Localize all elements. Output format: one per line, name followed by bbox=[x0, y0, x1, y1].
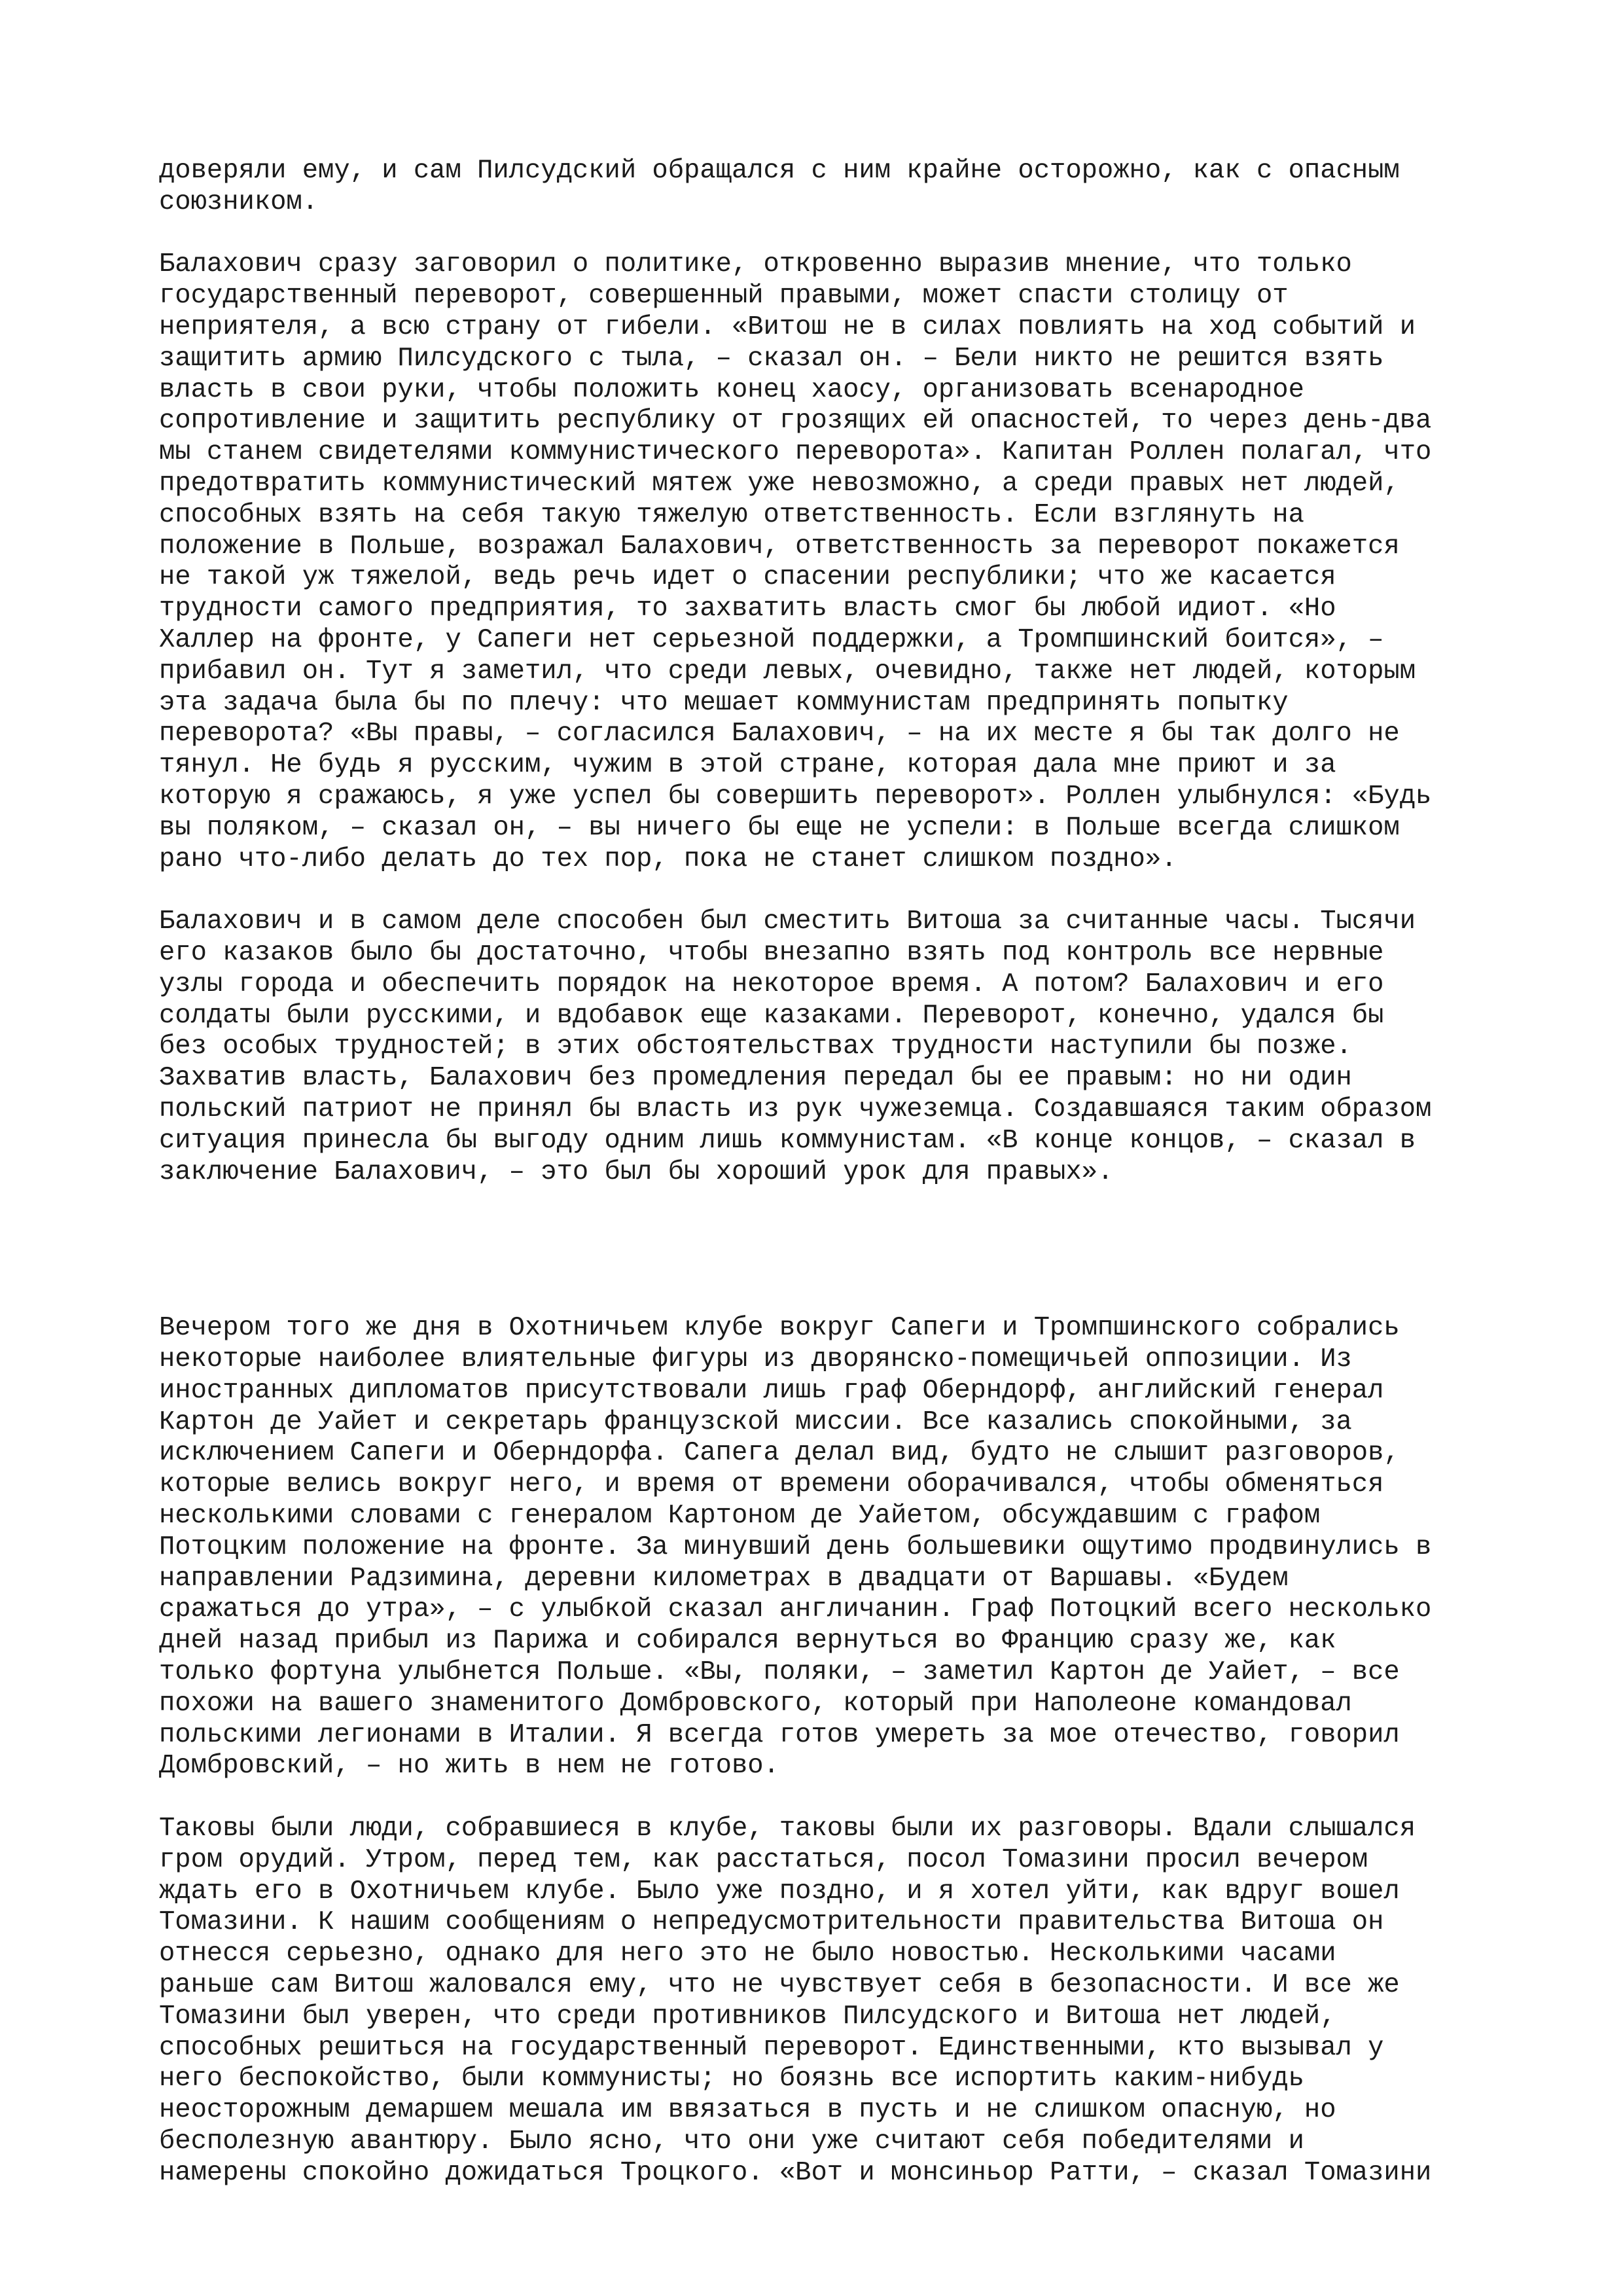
paragraph-2: Балахович сразу заговорил о политике, откровенно выразив мнение, что только государственный переворот, совершенный правыми, может спасти столицу от неприятеля, а всю страну от гибели. «Витош не в силах повлиять на ход событий и защитить армию Пилсудского с тыла, – сказал он. – Бели никто не решится взять власть в свои руки, чтобы положить конец хаосу, организовать всенародное сопротивление и защитить республику от грозящих ей опасностей, то через день-два мы станем свидетелями коммунистического переворота». Капитан Роллен полагал, что предотвратить коммунистический мятеж уже невозможно, а среди правых нет людей, способных взять на себя такую тяжелую ответственность. Если взглянуть на положение в Польше, возражал Балахович, ответственность за переворот покажется не такой уж тяжелой, ведь речь идет о спасении республики; что же касается трудности самого предприятия, то захватить власть смог бы любой идиот. «Но Халлер на фронте, у Сапеги нет серьезной поддержки, а Тромпшинский боится», – прибавил он. Тут я заметил, что среди левых, очевидно, также нет людей, которым эта задача была бы по плечу: что мешает коммунистам предпринять попытку переворота? «Вы правы, – согласился Балахович, – на их месте я бы так долго не тянул. Не будь я русским, чужим в этой стране, которая дала мне приют и за которую я сражаюсь, я уже успел бы совершить переворот». Роллен улыбнулся: «Будь вы поляком, – сказал он, – вы ничего бы еще не успели: в Польше всегда слишком рано что-либо делать до тех пор, пока не станет слишком поздно». bbox=[159, 249, 1432, 874]
paragraph-5: Таковы были люди, собравшиеся в клубе, таковы были их разговоры. Вдали слышался гром орудий. Утром, перед тем, как расстаться, посол Томазини просил вечером ждать его в Охотничьем клубе. Было уже поздно, и я хотел уйти, как вдруг вошел Томазини. К нашим сообщениям о непредусмотрительности правительства Витоша он отнесся серьезно, однако для него это не было новостью. Несколькими часами раньше сам Витош жаловался ему, что не чувствует себя в безопасности. И все же Томазини был уверен, что среди противников Пилсудского и Витоша нет людей, способных решиться на государственный переворот. Единственными, кто вызывал у него беспокойство, были коммунисты; но боязнь все испортить каким-нибудь неосторожным демаршем мешала им ввязаться в пусть и не слишком опасную, но бесполезную авантюру. Было ясно, что они уже считают себя победителями и намерены спокойно дожидаться Троцкого. «Вот и монсиньор Ратти, – сказал Томазини bbox=[159, 1814, 1432, 2188]
paragraph-4: Вечером того же дня в Охотничьем клубе вокруг Сапеги и Тромпшинского собрались некоторые наиболее влиятельные фигуры из дворянско-помещичьей оппозиции. Из иностранных дипломатов присутствовали лишь граф Оберндорф, английский генерал Картон де Уайет и секретарь французской миссии. Все казались спокойными, за исключением Сапеги и Оберндорфа. Сапега делал вид, будто не слышит разговоров, которые велись вокруг него, и время от времени оборачивался, чтобы обменяться несколькими словами с генералом Картоном де Уайетом, обсуждавшим с графом Потоцким положение на фронте. За минувший день большевики ощутимо продвинулись в направлении Радзимина, деревни километрах в двадцати от Варшавы. «Будем сражаться до утра», – с улыбкой сказал англичанин. Граф Потоцкий всего несколько дней назад прибыл из Парижа и собирался вернуться во Францию сразу же, как только фортуна улыбнется Польше. «Вы, поляки, – заметил Картон де Уайет, – все похожи на вашего знаменитого Домбровского, который при Наполеоне командовал польскими легионами в Италии. Я всегда готов умереть за мое отечество, говорил Домбровский, – но жить в нем не готово. bbox=[159, 1313, 1432, 1782]
paragraph-3: Балахович и в самом деле способен был сместить Витоша за считанные часы. Тысячи его казаков было бы достаточно, чтобы внезапно взять под контроль все нервные узлы города и обеспечить порядок на некоторое время. А потом? Балахович и его солдаты были русскими, и вдобавок еще казаками. Переворот, конечно, удался бы без особых трудностей; в этих обстоятельствах трудности наступили бы позже. Захватив власть, Балахович без промедления передал бы ее правым: но ни один польский патриот не принял бы власть из рук чужеземца. Создавшаяся таким образом ситуация принесла бы выгоду одним лишь коммунистам. «В конце концов, – сказал в заключение Балахович, – это был бы хороший урок для правых». bbox=[159, 906, 1432, 1187]
text-column bbox=[159, 156, 1488, 2189]
paragraph-1: доверяли ему, и сам Пилсудский обращался с ним крайне осторожно, как с опасным союзником. bbox=[159, 156, 1400, 217]
